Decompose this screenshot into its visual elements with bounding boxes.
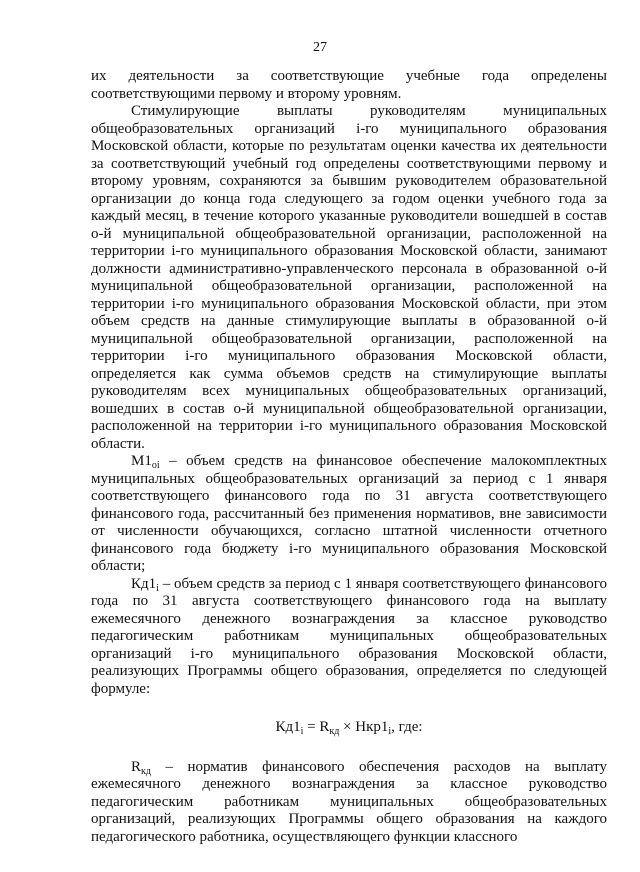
- symbol-m1: М1: [131, 453, 152, 469]
- formula-nkr-subscript: i: [388, 726, 392, 737]
- paragraph-kd1-definition: [91, 576, 607, 699]
- formula-tail: , где:: [391, 719, 423, 735]
- paragraph-stimulating-payments: Стимулирующие выплаты руководителям муниципальных общеобразовательных организаций i-го муниципального образования Московской области, которые по результатам оценки качества их деятельности за соответствующий учебный год определены соответствующими первому и второму уровням, сохраняются за бывшим руководителем образовательной организации до конца года следующего за годом оценки учебного года за каждый месяц, в течение которого указанные руководители вошедшей в состав о-й муниципальной общеобразовательной организации, расположенной на территории i-го муниципального образования Московской области, занимают должности административно-управленческого персонала в образованной о-й муниципальной общеобразовательной организации, расположенной на территории i-го муниципального образования Московской области, при этом объем средств на данные стимулирующие выплаты в образованной о-й муниципальной общеобразовательной организации, расположенной на территории i-го муниципального образования Московской области, определяется как сумма объемов средств на стимулирующие выплаты руководителям всех муниципальных общеобразовательных организаций, вошедших в состав о-й муниципальной общеобразовательной организации, расположенной на территории i-го муниципального образования Московской области.: [91, 103, 607, 452]
- symbol-m1-subscript: оi: [151, 460, 160, 471]
- rkd-definition-text: – норматив финансового обеспечения расходов на выплату ежемесячного денежного вознаграждения за классное руководство педагогическим работникам муниципальных общеобразовательных организаций, реализующих Программы общего образования на каждого педагогического работника, осуществляющего функции классного: [91, 758, 607, 845]
- formula-lhs: Кд1: [275, 719, 301, 735]
- symbol-r: R: [131, 758, 142, 775]
- page-number: 27: [313, 40, 327, 55]
- m1-definition-text: – объем средств на финансовое обеспечение малокомплектных муниципальных общеобразовательных организаций за период с 1 января соответствующего финансового года по 31 августа соответствующего финансового года, рассчитанный без применения нормативов, вне зависимости от численности обучающихся, согласно штатной численности отчетного финансового года бюджету i-го муниципального образования Московской области;: [91, 453, 607, 574]
- formula-equals: =: [303, 719, 320, 735]
- symbol-kd1: Кд1: [131, 575, 157, 592]
- formula-r: R: [319, 719, 330, 735]
- formula-times: ×: [339, 719, 356, 735]
- formula-r-subscript: кд: [329, 726, 340, 737]
- formula-lhs-subscript: i: [300, 726, 304, 737]
- symbol-kd1-subscript: i: [156, 582, 159, 594]
- formula-nkr: Нкр1: [355, 719, 389, 735]
- kd1-definition-text: – объем средств за период с 1 января соответствующего финансового года по 31 августа соответствующего финансового года на выплату ежемесячного денежного вознаграждения за классное руководство педагогическим работникам муниципальных общеобразовательных организаций i-го муниципального образования Московской области, реализующих Программы общего образования, определяется по следующей формуле:: [91, 575, 607, 697]
- symbol-r-subscript: кд: [141, 765, 151, 777]
- paragraph-rkd-definition: [91, 759, 607, 847]
- paragraph-continuation: их деятельности за соответствующие учебные года определены соответствующими первому и второму уровням.: [91, 68, 607, 102]
- paragraph-m1-definition: [91, 453, 607, 576]
- formula-kd1: [91, 719, 607, 737]
- document-body: [91, 68, 607, 846]
